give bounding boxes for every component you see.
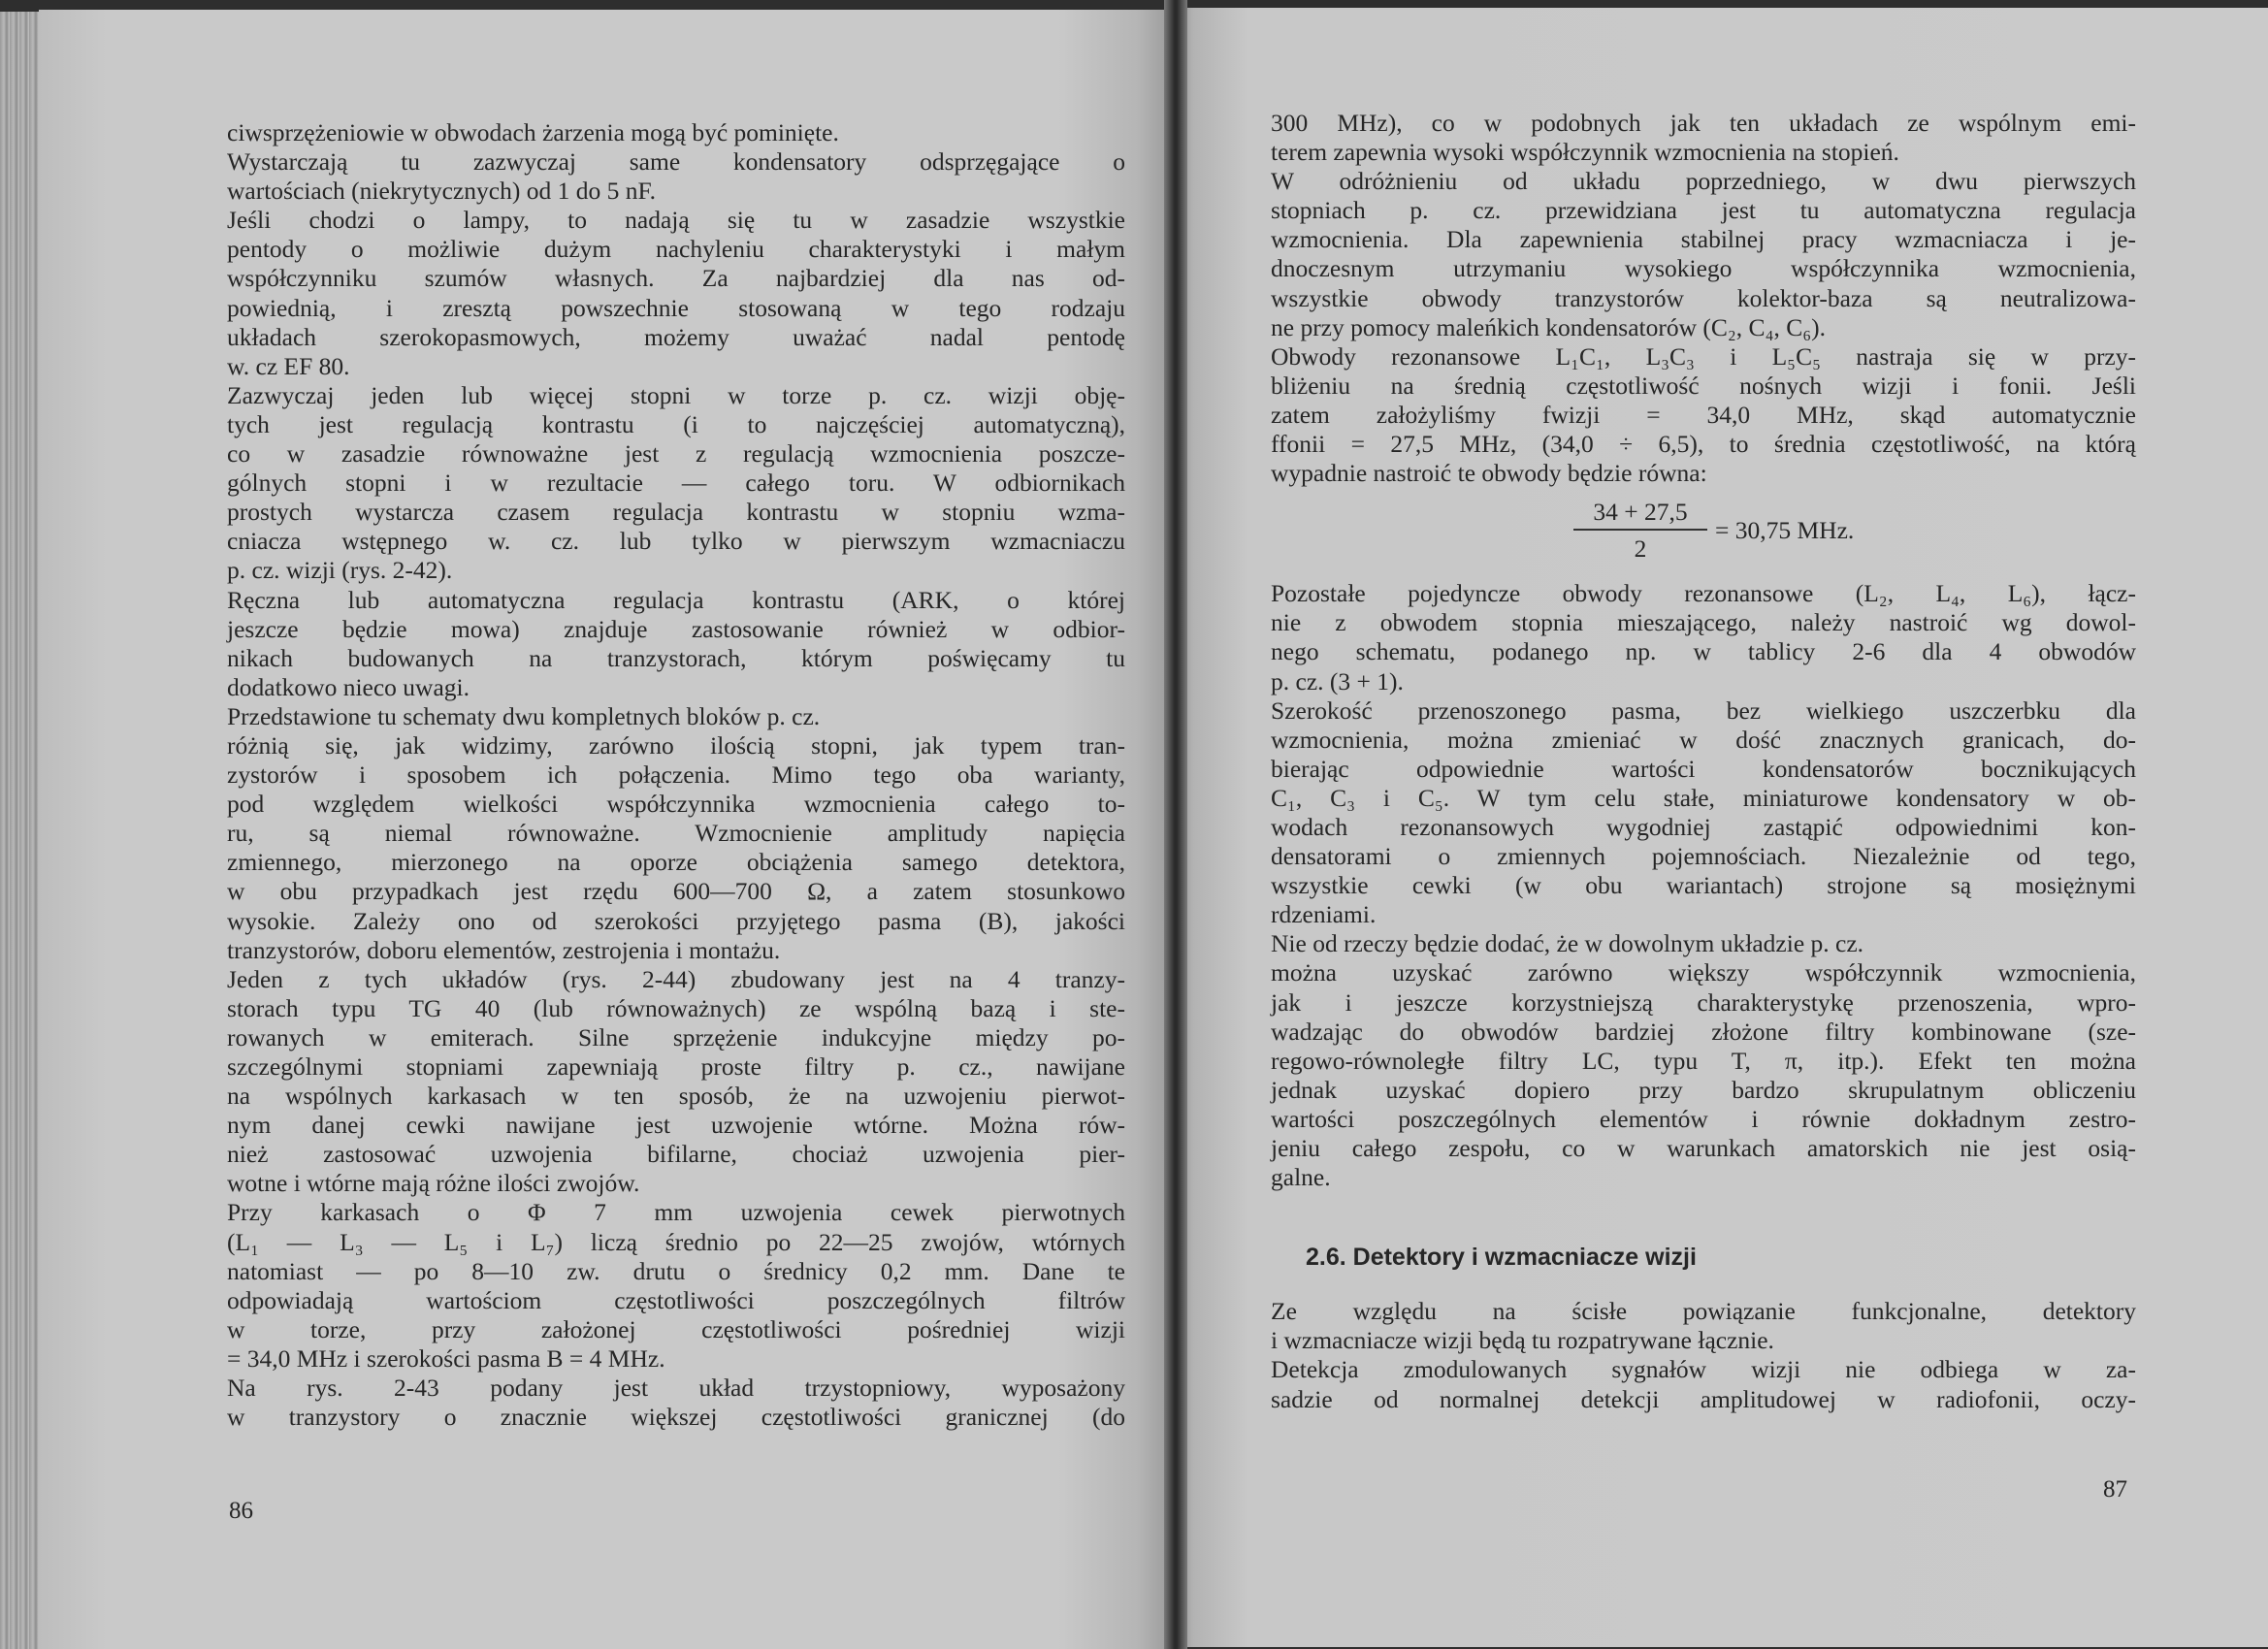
text-line: (L₁ — L₃ — L₅ i L₇) liczą średnio po 22—25 zwojów, wtórnych — [227, 1227, 1125, 1256]
text-line: nym danej cewki nawijane jest uzwojenie wtórne. Można rów- — [227, 1111, 1125, 1140]
text-line: Zazwyczaj jeden lub więcej stopni w torze p. cz. wizji obję- — [227, 380, 1125, 409]
text-line: ne przy pomocy maleńkich kondensatorów (C₂, C₄, C₆). — [1271, 312, 1826, 341]
text-line: stopniach p. cz. przewidziana jest tu automatyczna regulacja — [1271, 196, 2136, 225]
text-line: p. cz. wizji (rys. 2-42). — [227, 556, 453, 585]
fraction-numerator: 34 + 27,5 — [1573, 498, 1707, 531]
text-line: powiednią, i zresztą powszechnie stosowaną w tego rodzaju — [227, 293, 1125, 322]
text-line: sadzie od normalnej detekcji amplitudowej w radiofonii, oczy- — [1271, 1384, 2136, 1413]
text-line: wypadnie nastroić te obwody będzie równa: — [1271, 459, 1707, 488]
text-line: różnią się, jak widzimy, zarówno ilością stopni, jak typem tran- — [227, 730, 1125, 760]
text-line: pod względem wielkości współczynnika wzmocnienia całego to- — [227, 790, 1125, 819]
left-page — [39, 10, 1172, 1649]
text-line: pentody o możliwie dużym nachyleniu charakterystyki i małym — [227, 235, 1125, 264]
text-line: wzmocnienia, można zmieniać w dość znacznych granicach, do- — [1271, 725, 2136, 754]
fraction — [1573, 498, 1707, 564]
text-line: w torze, przy założonej częstotliwości pośredniej wizji — [227, 1314, 1125, 1343]
text-line: rowanych w emiterach. Silne sprzężenie indukcyjne między po- — [227, 1022, 1125, 1051]
page-number-right: 87 — [2103, 1476, 2127, 1503]
text-line: Przedstawione tu schematy dwu kompletnych bloków p. cz. — [227, 701, 821, 730]
text-line: zmiennego, mierzonego na oporze obciążenia samego detektora, — [227, 848, 1125, 877]
text-line: nego schematu, podanego np. w tablicy 2-6 dla 4 obwodów — [1271, 637, 2136, 666]
text-line: rdzeniami. — [1271, 900, 1377, 929]
text-line: ru, są niemal równoważne. Wzmocnienie amplitudy napięcia — [227, 819, 1125, 848]
text-line: Szerokość przenoszonego pasma, bez wielkiego uszczerbku dla — [1271, 695, 2136, 725]
text-line: nikach budowanych na tranzystorach, którym poświęcamy tu — [227, 643, 1125, 672]
text-line: Jeden z tych układów (rys. 2-44) zbudowany jest na 4 tranzy- — [227, 964, 1125, 993]
text-line: ffonii = 27,5 MHz, (34,0 ÷ 6,5), to średnia częstotliwość, na którą — [1271, 430, 2136, 459]
text-line: Pozostałe pojedyncze obwody rezonansowe (L₂, L₄, L₆), łącz- — [1271, 579, 2136, 608]
text-line: wzmocnienia. Dla zapewnienia stabilnej pracy wzmacniacza i je- — [1271, 225, 2136, 254]
text-line: wadzając do obwodów bardziej złożone filtry kombinowane (sze- — [1271, 1017, 2136, 1046]
text-line: Ręczna lub automatyczna regulacja kontrastu (ARK, o której — [227, 585, 1125, 614]
text-line: wodach rezonansowych wygodniej zastąpić odpowiednimi kon- — [1271, 812, 2136, 841]
fraction-denominator: 2 — [1634, 534, 1647, 564]
text-line: p. cz. (3 + 1). — [1271, 666, 1404, 695]
formula-result: = 30,75 MHz. — [1715, 516, 1855, 545]
text-line: zystorów i sposobem ich połączenia. Mimo tego oba warianty, — [227, 760, 1125, 790]
text-line: W odróżnieniu od układu poprzedniego, w dwu pierwszych — [1271, 167, 2136, 196]
text-line: nie z obwodem stopnia mieszającego, należy nastroić wg dowol- — [1271, 608, 2136, 637]
section-heading: 2.6. Detektory i wzmacniacze wizji — [1306, 1244, 1697, 1272]
text-line: na wspólnych karkasach w ten sposób, że na uzwojeniu pierwot- — [227, 1082, 1125, 1111]
text-line: tych jest regulacją kontrastu (i to najczęściej automatyczną), — [227, 409, 1125, 438]
text-line: wartości poszczególnych elementów i równie dokładnym zestro- — [1271, 1104, 2136, 1133]
text-line: regowo-równoległe filtry LC, typu T, π, itp.). Efekt ten można — [1271, 1046, 2136, 1075]
text-line: dnoczesnym utrzymaniu wysokiego współczynnika wzmocnienia, — [1271, 254, 2136, 283]
text-line: i wzmacniacze wizji będą tu rozpatrywane łącznie. — [1271, 1326, 1774, 1355]
text-line: gólnych stopni i w rezultacie — całego toru. W odbiornikach — [227, 469, 1125, 498]
text-line: wotne i wtórne mają różne ilości zwojów. — [227, 1169, 640, 1198]
text-line: Jeśli chodzi o lampy, to nadają się tu w zasadzie wszystkie — [227, 206, 1125, 235]
text-line: densatorami o zmiennych pojemnościach. Niezależnie od tego, — [1271, 842, 2136, 871]
right-bottom-paragraphs — [1271, 1297, 2136, 1413]
text-line: wszystkie obwody tranzystorów kolektor-baza są neutralizowa- — [1271, 283, 2136, 312]
text-line: = 34,0 MHz i szerokości pasma B = 4 MHz. — [227, 1343, 665, 1373]
text-line: natomiast — po 8—10 zw. drutu o średnicy 0,2 mm. Dane te — [227, 1256, 1125, 1285]
right-page-text — [1271, 109, 2136, 1414]
right-page — [1172, 8, 2268, 1647]
text-line: jednak uzyskać dopiero przy bardzo skrupulatnym obliczeniu — [1271, 1075, 2136, 1104]
text-line: ciwsprzężeniowie w obwodach żarzenia mogą być pominięte. — [227, 118, 839, 146]
text-line: Ze względu na ścisłe powiązanie funkcjonalne, detektory — [1271, 1297, 2136, 1326]
text-line: Obwody rezonansowe L₁C₁, L₃C₃ i L₅C₅ nastraja się w przy- — [1271, 341, 2136, 371]
text-line: tranzystorów, doboru elementów, zestrojenia i montażu. — [227, 935, 781, 964]
right-top-paragraphs — [1271, 109, 2136, 488]
text-line: Detekcja zmodulowanych sygnałów wizji nie odbiega w za- — [1271, 1355, 2136, 1384]
text-line: w tranzystory o znacznie większej częstotliwości granicznej (do — [227, 1403, 1125, 1432]
text-line: odpowiadają wartościom częstotliwości poszczególnych filtrów — [227, 1285, 1125, 1314]
text-line: jeszcze będzie mowa) znajduje zastosowanie również w odbior- — [227, 614, 1125, 643]
text-line: Nie od rzeczy będzie dodać, że w dowolnym układzie p. cz. — [1271, 929, 1864, 958]
text-line: galne. — [1271, 1163, 1331, 1192]
text-line: wartościach (niekrytycznych) od 1 do 5 nF. — [227, 177, 656, 206]
text-line: dodatkowo nieco uwagi. — [227, 672, 470, 701]
text-line: Wystarczają tu zazwyczaj same kondensatory odsprzęgające o — [227, 147, 1125, 177]
text-line: układach szerokopasmowych, możemy uważać nadal pentodę — [227, 322, 1125, 351]
page-number-left: 86 — [229, 1498, 253, 1524]
text-line: współczynniku szumów własnych. Za najbardziej dla nas od- — [227, 264, 1125, 293]
text-line: szczególnymi stopniami zapewniają proste filtry p. cz., nawijane — [227, 1052, 1125, 1081]
text-line: jeniu całego zespołu, co w warunkach amatorskich nie jest osią- — [1271, 1134, 2136, 1162]
text-line: storach typu TG 40 (lub równoważnych) ze wspólną bazą i ste- — [227, 993, 1125, 1022]
text-line: nież zastosować uzwojenia bifilarne, chociaż uzwojenia pier- — [227, 1140, 1125, 1169]
text-line: można uzyskać zarówno większy współczynnik wzmocnienia, — [1271, 958, 2136, 987]
text-line: w obu przypadkach jest rzędu 600—700 Ω, a zatem stosunkowo — [227, 877, 1125, 906]
text-line: zatem założyliśmy fwizji = 34,0 MHz, skąd automatycznie — [1271, 400, 2136, 429]
text-line: 300 MHz), co w podobnych jak ten układach ze wspólnym emi- — [1271, 109, 2136, 137]
left-page-text — [227, 118, 1125, 1432]
text-line: Przy karkasach o Φ 7 mm uzwojenia cewek pierwotnych — [227, 1198, 1125, 1227]
right-middle-paragraphs — [1271, 579, 2136, 1192]
formula — [1271, 492, 2136, 573]
text-line: w. cz EF 80. — [227, 351, 350, 380]
text-line: cniacza wstępnego w. cz. lub tylko w pierwszym wzmacniaczu — [227, 527, 1125, 556]
text-line: C₁, C₃ i C₅. W tym celu stałe, miniaturowe kondensatory w ob- — [1271, 783, 2136, 812]
text-line: terem zapewnia wysoki współczynnik wzmocnienia na stopień. — [1271, 138, 1899, 167]
text-line: co w zasadzie równoważne jest z regulacją wzmocnienia poszcze- — [227, 439, 1125, 469]
text-line: prostych wystarcza czasem regulacja kontrastu w stopniu wzma- — [227, 498, 1125, 527]
text-line: wszystkie cewki (w obu wariantach) strojone są mosiężnymi — [1271, 871, 2136, 900]
text-line: bliżeniu na średnią częstotliwość nośnych wizji i fonii. Jeśli — [1271, 371, 2136, 400]
text-line: wysokie. Zależy ono od szerokości przyjętego pasma (B), jakości — [227, 906, 1125, 935]
text-line: Na rys. 2-43 podany jest układ trzystopniowy, wyposażony — [227, 1374, 1125, 1403]
book-gutter — [1164, 0, 1187, 1649]
text-line: jak i jeszcze korzystniejszą charakterystykę przenoszenia, wpro- — [1271, 987, 2136, 1017]
text-line: bierając odpowiednie wartości kondensatorów bocznikujących — [1271, 754, 2136, 783]
